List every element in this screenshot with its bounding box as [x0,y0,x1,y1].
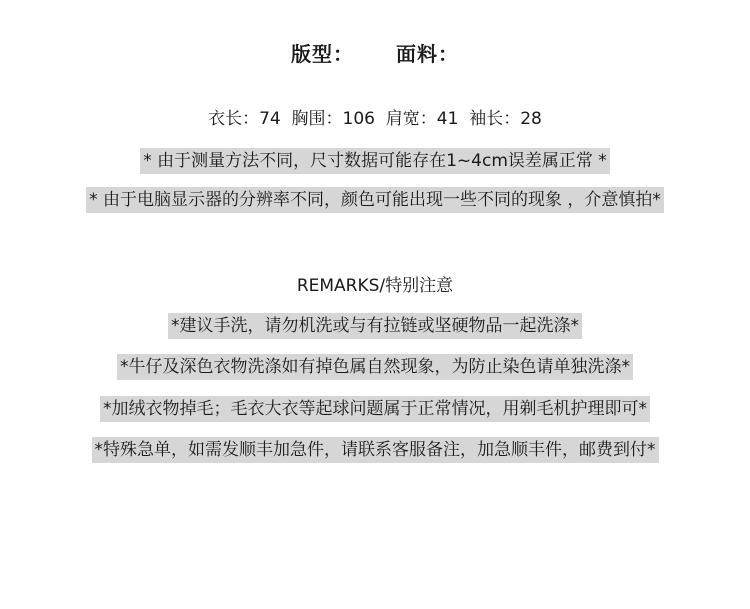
remark-text: *特殊急单，如需发顺丰加急件，请联系客服备注，加急顺丰件，邮费到付* [92,437,659,463]
note-text: * 由于测量方法不同，尺寸数据可能存在1~4cm误差属正常 * [140,148,610,174]
remark-text: *建议手洗，请勿机洗或与有拉链或坚硬物品一起洗涤* [168,313,582,339]
note-measurement-error [0,148,750,174]
remark-dark-color-wash [0,354,750,380]
remarks-title: REMARKS/特别注意 [296,276,454,296]
remark-text: *牛仔及深色衣物洗涤如有掉色属自然现象，为防止染色请单独洗涤* [117,354,633,380]
measurements-line: 衣长：74 胸围：106 肩宽：41 袖长：28 [208,109,542,129]
remark-text: *加绒衣物掉毛；毛衣大衣等起球问题属于正常情况，用剃毛机护理即可* [100,396,650,422]
note-text: * 由于电脑显示器的分辨率不同，颜色可能出现一些不同的现象 ，介意慎拍* [86,187,664,213]
remark-express-shipping [0,437,750,463]
version-label: 版型： [291,42,354,66]
fabric-label: 面料： [396,42,459,66]
note-color-difference [0,187,750,213]
remark-pilling [0,396,750,422]
heading-row [0,38,750,67]
remark-hand-wash [0,313,750,339]
